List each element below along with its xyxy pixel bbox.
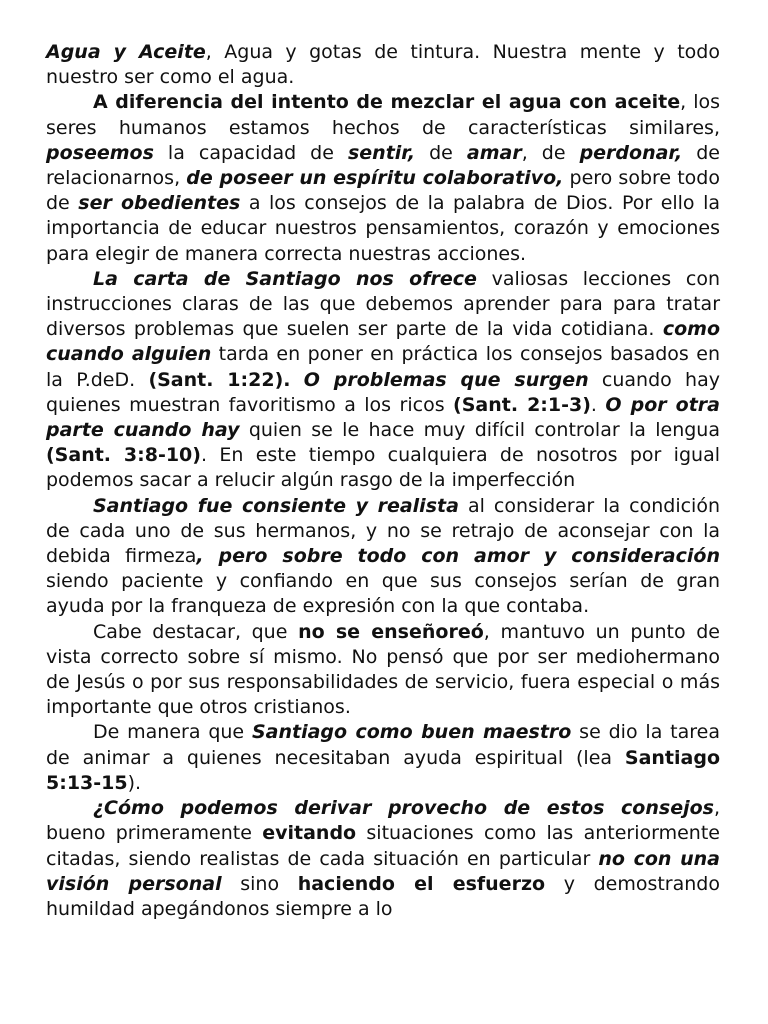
bold-text: haciendo el esfuerzo	[297, 872, 546, 895]
body-text: de	[415, 141, 467, 164]
emphasis-text: Santiago como buen maestro	[251, 721, 572, 744]
body-text: pero sobre todo de	[46, 167, 720, 215]
body-text: a los consejos de la palabra de Dios. Por ello la importancia de educar nuestros pensamientos, corazón y emociones para elegir de manera correcta nuestras acciones.	[46, 192, 721, 265]
paragraph	[46, 267, 720, 494]
body-text: , de	[521, 141, 580, 164]
bold-text: no se enseñoreó	[298, 620, 484, 643]
emphasis-text: , pero sobre todo con amor y consideración	[196, 545, 720, 568]
body-text: , los seres humanos estamos hechos de características similares,	[46, 91, 720, 139]
body-text: De manera que	[93, 721, 252, 744]
body-text: la capacidad de	[153, 141, 348, 164]
body-text: sino	[221, 872, 298, 895]
body-text: valiosas lecciones con instrucciones claras de las que debemos aprender para para tratar diversos problemas que suelen ser parte de la vida cotidiana.	[46, 267, 720, 341]
emphasis-text: como cuando alguien	[46, 318, 720, 366]
body-text: . En este tiempo cualquiera de nosotros por igual podemos sacar a relucir algún rasgo de la imperfección	[46, 444, 720, 492]
body-text: , bueno primeramente	[46, 797, 720, 845]
emphasis-text: ser obedientes	[78, 192, 241, 215]
body-text: ).	[127, 771, 142, 794]
emphasis-text: La carta de Santiago nos ofrece	[93, 267, 477, 290]
bold-text: A diferencia del intento de mezclar el agua con aceite	[93, 91, 681, 114]
body-text: , mantuvo un punto de vista correcto sobre sí mismo. No pensó que por ser mediohermano de Jesús o por sus responsabilidades de servicio, fuera especial o más importante que otros cristianos.	[46, 620, 720, 719]
bold-text: (Sant. 3:8-10)	[46, 444, 201, 467]
emphasis-text: de poseer un espíritu colaborativo,	[186, 167, 564, 190]
body-text	[290, 369, 303, 391]
emphasis-text: no con una visión personal	[46, 847, 720, 895]
body-text: quien se le hace muy difícil controlar la lengua	[239, 419, 720, 442]
emphasis-text: amar	[466, 141, 522, 164]
bold-text: Santiago 5:13-15	[46, 746, 720, 794]
body-text: .	[590, 393, 606, 416]
body-text: Cabe destacar, que	[93, 620, 299, 643]
bold-text: (Sant. 1:22).	[148, 368, 291, 391]
body-text: se dio la tarea de animar a quienes necesitaban ayuda espiritual (lea	[46, 721, 720, 769]
body-text: , Agua y gotas de tintura. Nuestra mente y todo nuestro ser como el agua.	[46, 41, 720, 89]
document-body	[46, 40, 720, 922]
emphasis-text: O por otra parte cuando hay	[46, 393, 720, 442]
paragraph	[46, 494, 720, 620]
emphasis-text: poseemos	[46, 141, 154, 164]
emphasis-text: ¿Cómo podemos derivar provecho de estos consejos	[93, 797, 714, 820]
emphasis-text: Agua y Aceite	[46, 41, 206, 63]
emphasis-text: perdonar,	[579, 141, 683, 164]
bold-text: evitando	[262, 822, 357, 845]
body-text: situaciones como las anteriormente citadas, siendo realistas de cada situación en particular	[46, 822, 720, 870]
bold-text: (Sant. 2:1-3)	[453, 393, 591, 416]
paragraph	[46, 90, 720, 266]
body-text: tarda en poner en práctica los consejos basados en la P.deD.	[46, 343, 720, 391]
emphasis-text: sentir,	[347, 141, 416, 164]
paragraph	[46, 620, 720, 721]
paragraph	[46, 40, 720, 90]
body-text: al considerar la condición de cada uno de sus hermanos, y no se retrajo de aconsejar con la debida firmeza	[46, 494, 720, 568]
paragraph	[46, 796, 720, 922]
emphasis-text: O problemas que surgen	[303, 368, 589, 391]
paragraph	[46, 720, 720, 796]
body-text: siendo paciente y confiando en que sus consejos serían de gran ayuda por la franqueza de expresión con la que contaba.	[46, 570, 720, 618]
body-text: y demostrando humildad apegándonos siempre a lo	[46, 872, 720, 920]
body-text: cuando hay quienes muestran favoritismo a los ricos	[46, 368, 720, 416]
body-text: de relacionarnos,	[46, 141, 720, 190]
emphasis-text: Santiago fue consiente y realista	[93, 494, 459, 517]
